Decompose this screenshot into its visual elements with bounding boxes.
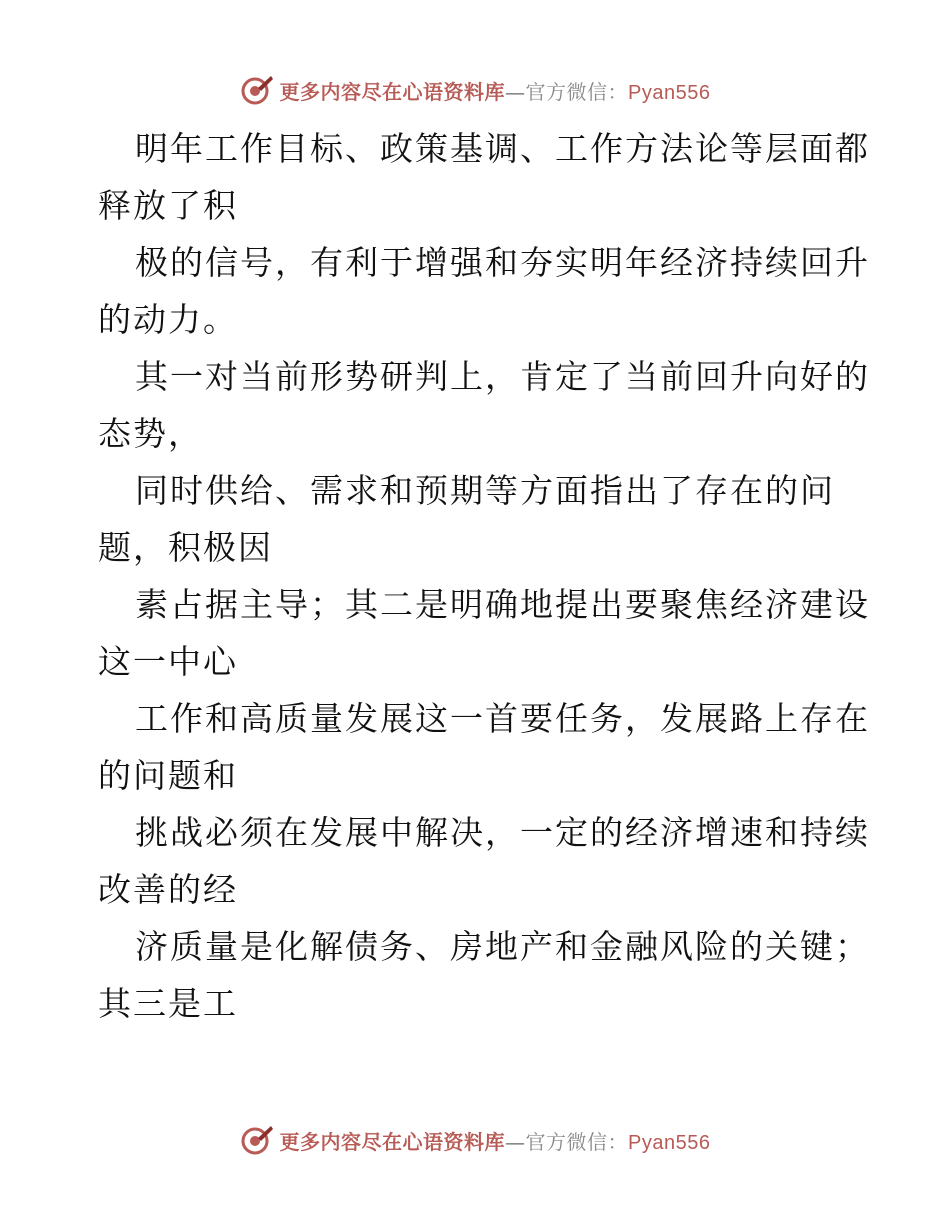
- body-line: 态势，: [98, 414, 203, 453]
- body-line: 挑战必须在发展中解决，一定的经济增速和持续: [135, 813, 870, 852]
- pen-logo-icon: [240, 73, 274, 107]
- body-line: 其一对当前形势研判上，肯定了当前回升向好的: [135, 357, 870, 396]
- body-line: 释放了积: [98, 186, 238, 225]
- body-line: 这一中心: [98, 642, 238, 681]
- body-line: 的问题和: [98, 756, 238, 795]
- footer-site-text: 更多内容尽在心语资料库: [279, 1129, 506, 1154]
- body-line: 的动力。: [98, 300, 238, 339]
- body-line: 济质量是化解债务、房地产和金融风险的关键；: [135, 927, 870, 966]
- footer-handle: Pyan556: [628, 1131, 711, 1154]
- header-watermark-text: [280, 76, 711, 105]
- footer-contact-label: 官方微信：: [525, 1129, 629, 1154]
- header-contact-label: 官方微信：: [525, 79, 629, 104]
- body-line: 极的信号，有利于增强和夯实明年经济持续回升: [135, 243, 870, 282]
- footer-watermark-text: [280, 1126, 711, 1155]
- pen-logo-icon: [240, 1123, 274, 1157]
- header-handle: Pyan556: [628, 81, 711, 104]
- body-line: 素占据主导；其二是明确地提出要聚焦经济建设: [135, 585, 870, 624]
- footer-banner: [0, 1120, 950, 1160]
- body-line: 工作和高质量发展这一首要任务，发展路上存在: [135, 699, 870, 738]
- header-banner: [0, 70, 950, 110]
- document-body: [98, 120, 878, 1032]
- body-line: 明年工作目标、政策基调、工作方法论等层面都: [135, 129, 870, 168]
- body-line: 改善的经: [98, 870, 238, 909]
- header-dash: —: [505, 79, 526, 104]
- header-site-text: 更多内容尽在心语资料库: [279, 79, 506, 104]
- body-line: 其三是工: [98, 984, 238, 1023]
- body-line: 同时供给、需求和预期等方面指出了存在的问: [135, 471, 835, 510]
- footer-dash: —: [505, 1129, 526, 1154]
- body-line: 题，积极因: [98, 528, 273, 567]
